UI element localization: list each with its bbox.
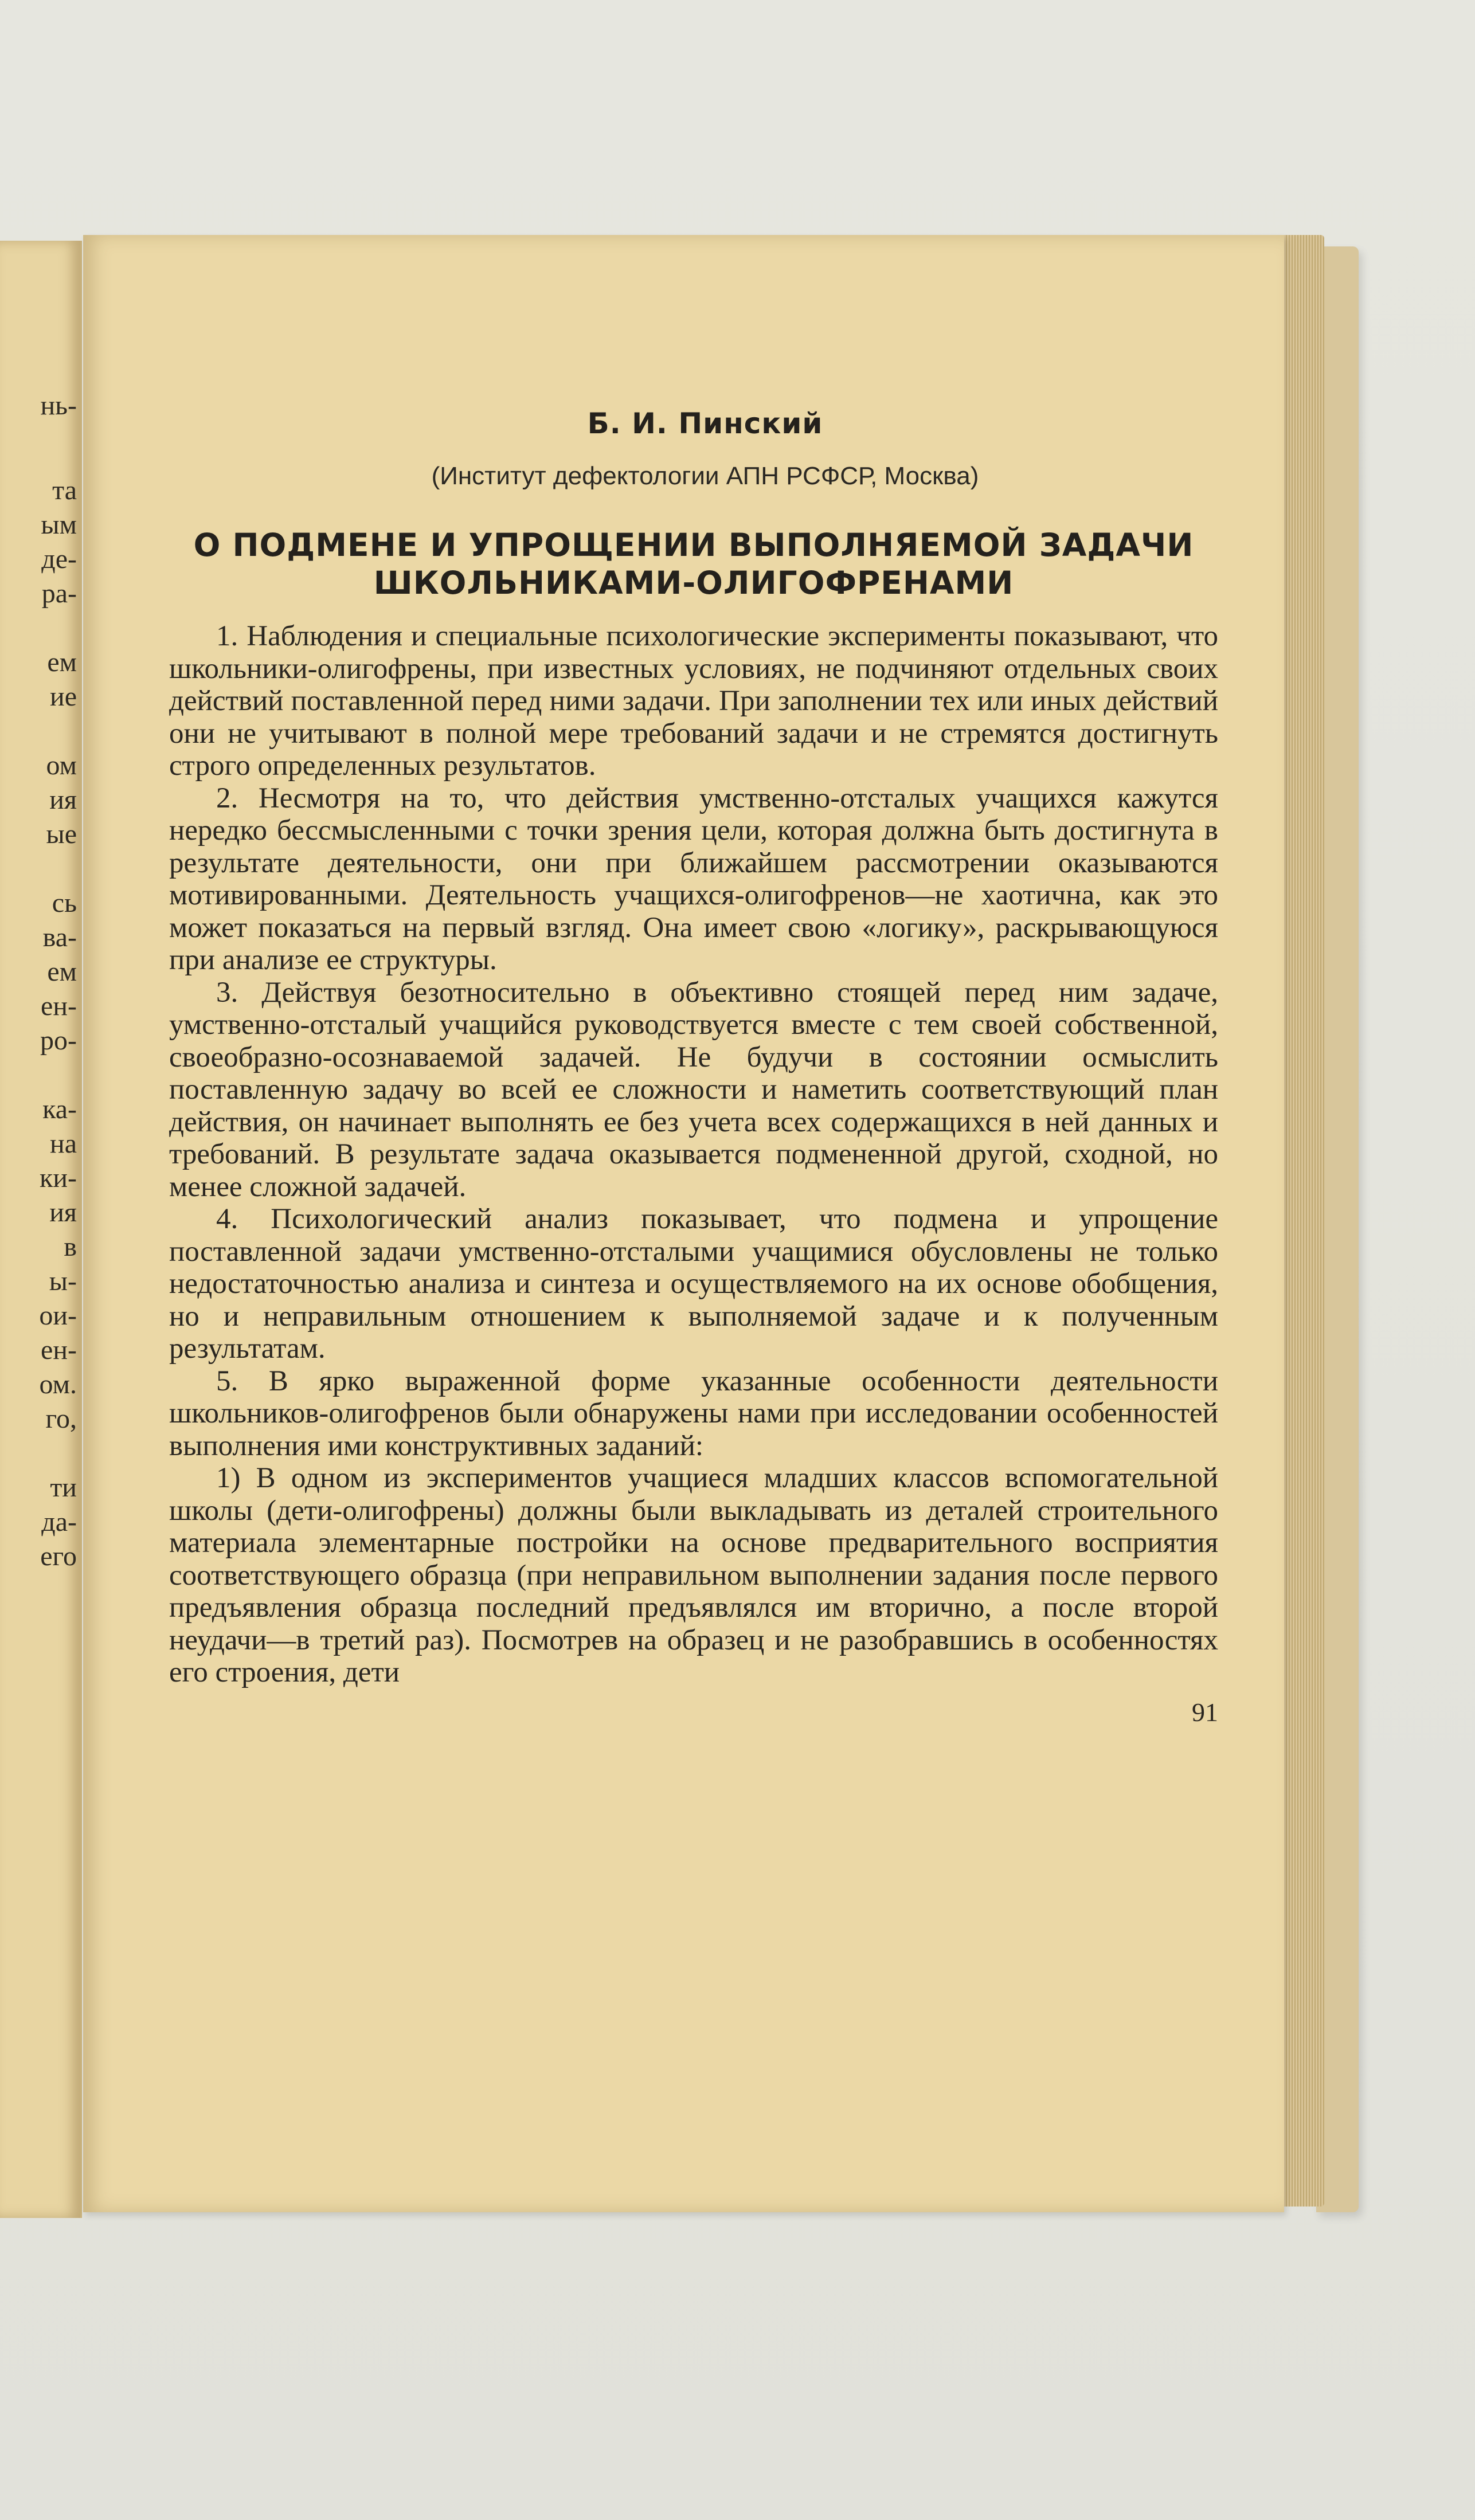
- article-title-line: ШКОЛЬНИКАМИ-ОЛИГОФРЕНАМИ: [373, 565, 1014, 601]
- left-page-fragment: сь: [52, 888, 77, 918]
- paragraph: 1) В одном из экспериментов учащиеся младших классов вспомогательной школы (дети-олигофрены) должны были выкладывать из деталей строительного материала элементарные постройки на основе предварительного восприятия соответствующего образца (при неправильном выполнении задания после первого предъявления образца последний предъявлялся им вторично, а после второй неудачи—в третий раз). Посмотрев на образец и не разобравшись в особенностях его строения, дети: [169, 1462, 1218, 1688]
- article-body: [169, 620, 1218, 1689]
- left-page-fragment: го,: [45, 1404, 77, 1434]
- article-title-line: О ПОДМЕНЕ И УПРОЩЕНИИ ВЫПОЛНЯЕМОЙ ЗАДАЧИ: [193, 527, 1194, 563]
- left-page-fragment: ва-: [42, 922, 77, 953]
- paragraph: 2. Несмотря на то, что действия умственно-отсталых учащихся кажутся нередко бесcмысленными с точки зрения цели, которая должна быть достигнута в результате деятельности, они при ближайшем рассмотрении оказываются мотивированными. Деятельность учащихся-олигофренов—не хаотична, как это может показаться на первый взгляд. Она имеет свою «логику», раскрывающуюся при анализе ее структуры.: [169, 782, 1218, 976]
- left-page-fragment: ои-: [39, 1300, 77, 1331]
- left-page-fragment: де-: [41, 544, 77, 574]
- paragraph: 5. В ярко выраженной форме указанные особенности деятельности школьников-олигофренов были обнаружены нами при исследовании особенностей выполнения ими конструктивных заданий:: [169, 1365, 1218, 1462]
- article-affiliation: (Институт дефектологии АПН РСФСР, Москва): [431, 462, 979, 490]
- left-page-fragment: нь-: [40, 390, 77, 421]
- previous-page-edge: [0, 241, 82, 2218]
- left-page-fragment: ра-: [41, 578, 77, 609]
- left-page-fragment: да-: [41, 1507, 77, 1537]
- left-page-fragment: ым: [41, 510, 77, 540]
- left-page-fragment: его: [40, 1541, 77, 1571]
- left-page-fragment: ые: [46, 819, 77, 849]
- paragraph: 1. Наблюдения и специальные психологические эксперименты показывают, что школьники-олигофрены, при известных условиях, не подчиняют отдельных своих действий поставленной перед ними задачи. При заполнении тех или иных действий они не учитывают в полной мере требований задачи и не стремятся достигнуть строго определенных результатов.: [169, 620, 1218, 782]
- left-page-fragment: ен-: [41, 1335, 77, 1365]
- book-page: [83, 235, 1284, 2212]
- left-page-fragment: на: [50, 1128, 77, 1159]
- book-page-edges: [1278, 235, 1324, 2207]
- left-page-fragment: ия: [49, 1197, 77, 1228]
- left-page-fragment: ом: [46, 750, 77, 781]
- left-page-fragment: ро-: [40, 1025, 77, 1056]
- left-page-fragment: ие: [50, 681, 77, 712]
- left-page-fragment: та: [52, 475, 77, 505]
- left-page-fragment: ем: [47, 647, 77, 677]
- left-page-fragment: ка-: [42, 1094, 77, 1124]
- left-page-fragment: ом.: [39, 1369, 77, 1400]
- paragraph: 3. Действуя безотносительно в объективно стоящей перед ним задаче, умственно-отсталый учащийся руководствуется вместе с тем своей собственной, своеобразно-осознаваемой задачей. Не будучи в состоянии осмыслить поставленную задачу во всей ее сложности и наметить соответствующий план действия, он начинает выполнять ее без учета всех содержащихся в ней данных и требований. В результате задача оказывается подмененной другой, сходной, но менее сложной задачей.: [169, 976, 1218, 1203]
- article-title: [169, 526, 1218, 602]
- left-page-fragment: ки-: [40, 1163, 77, 1193]
- left-page-fragment: ия: [49, 785, 77, 815]
- article: [169, 407, 1218, 1727]
- left-page-fragment: ти: [50, 1472, 77, 1503]
- left-page-fragment: ем: [47, 957, 77, 987]
- article-author: Б. И. Пинский: [587, 407, 823, 440]
- left-page-fragment: ен-: [41, 991, 77, 1021]
- left-page-fragment: ы-: [49, 1266, 77, 1296]
- left-page-fragment: в: [64, 1232, 77, 1262]
- paragraph: 4. Психологический анализ показывает, что подмена и упрощение поставленной задачи умственно-отсталыми учащимися обусловлены не только недостаточностью анализа и синтеза и осуществляемого на их основе обобщения, но и неправильным отношением к выполняемой задаче и к полученным результатам.: [169, 1203, 1218, 1365]
- page-number: 91: [1192, 1697, 1218, 1727]
